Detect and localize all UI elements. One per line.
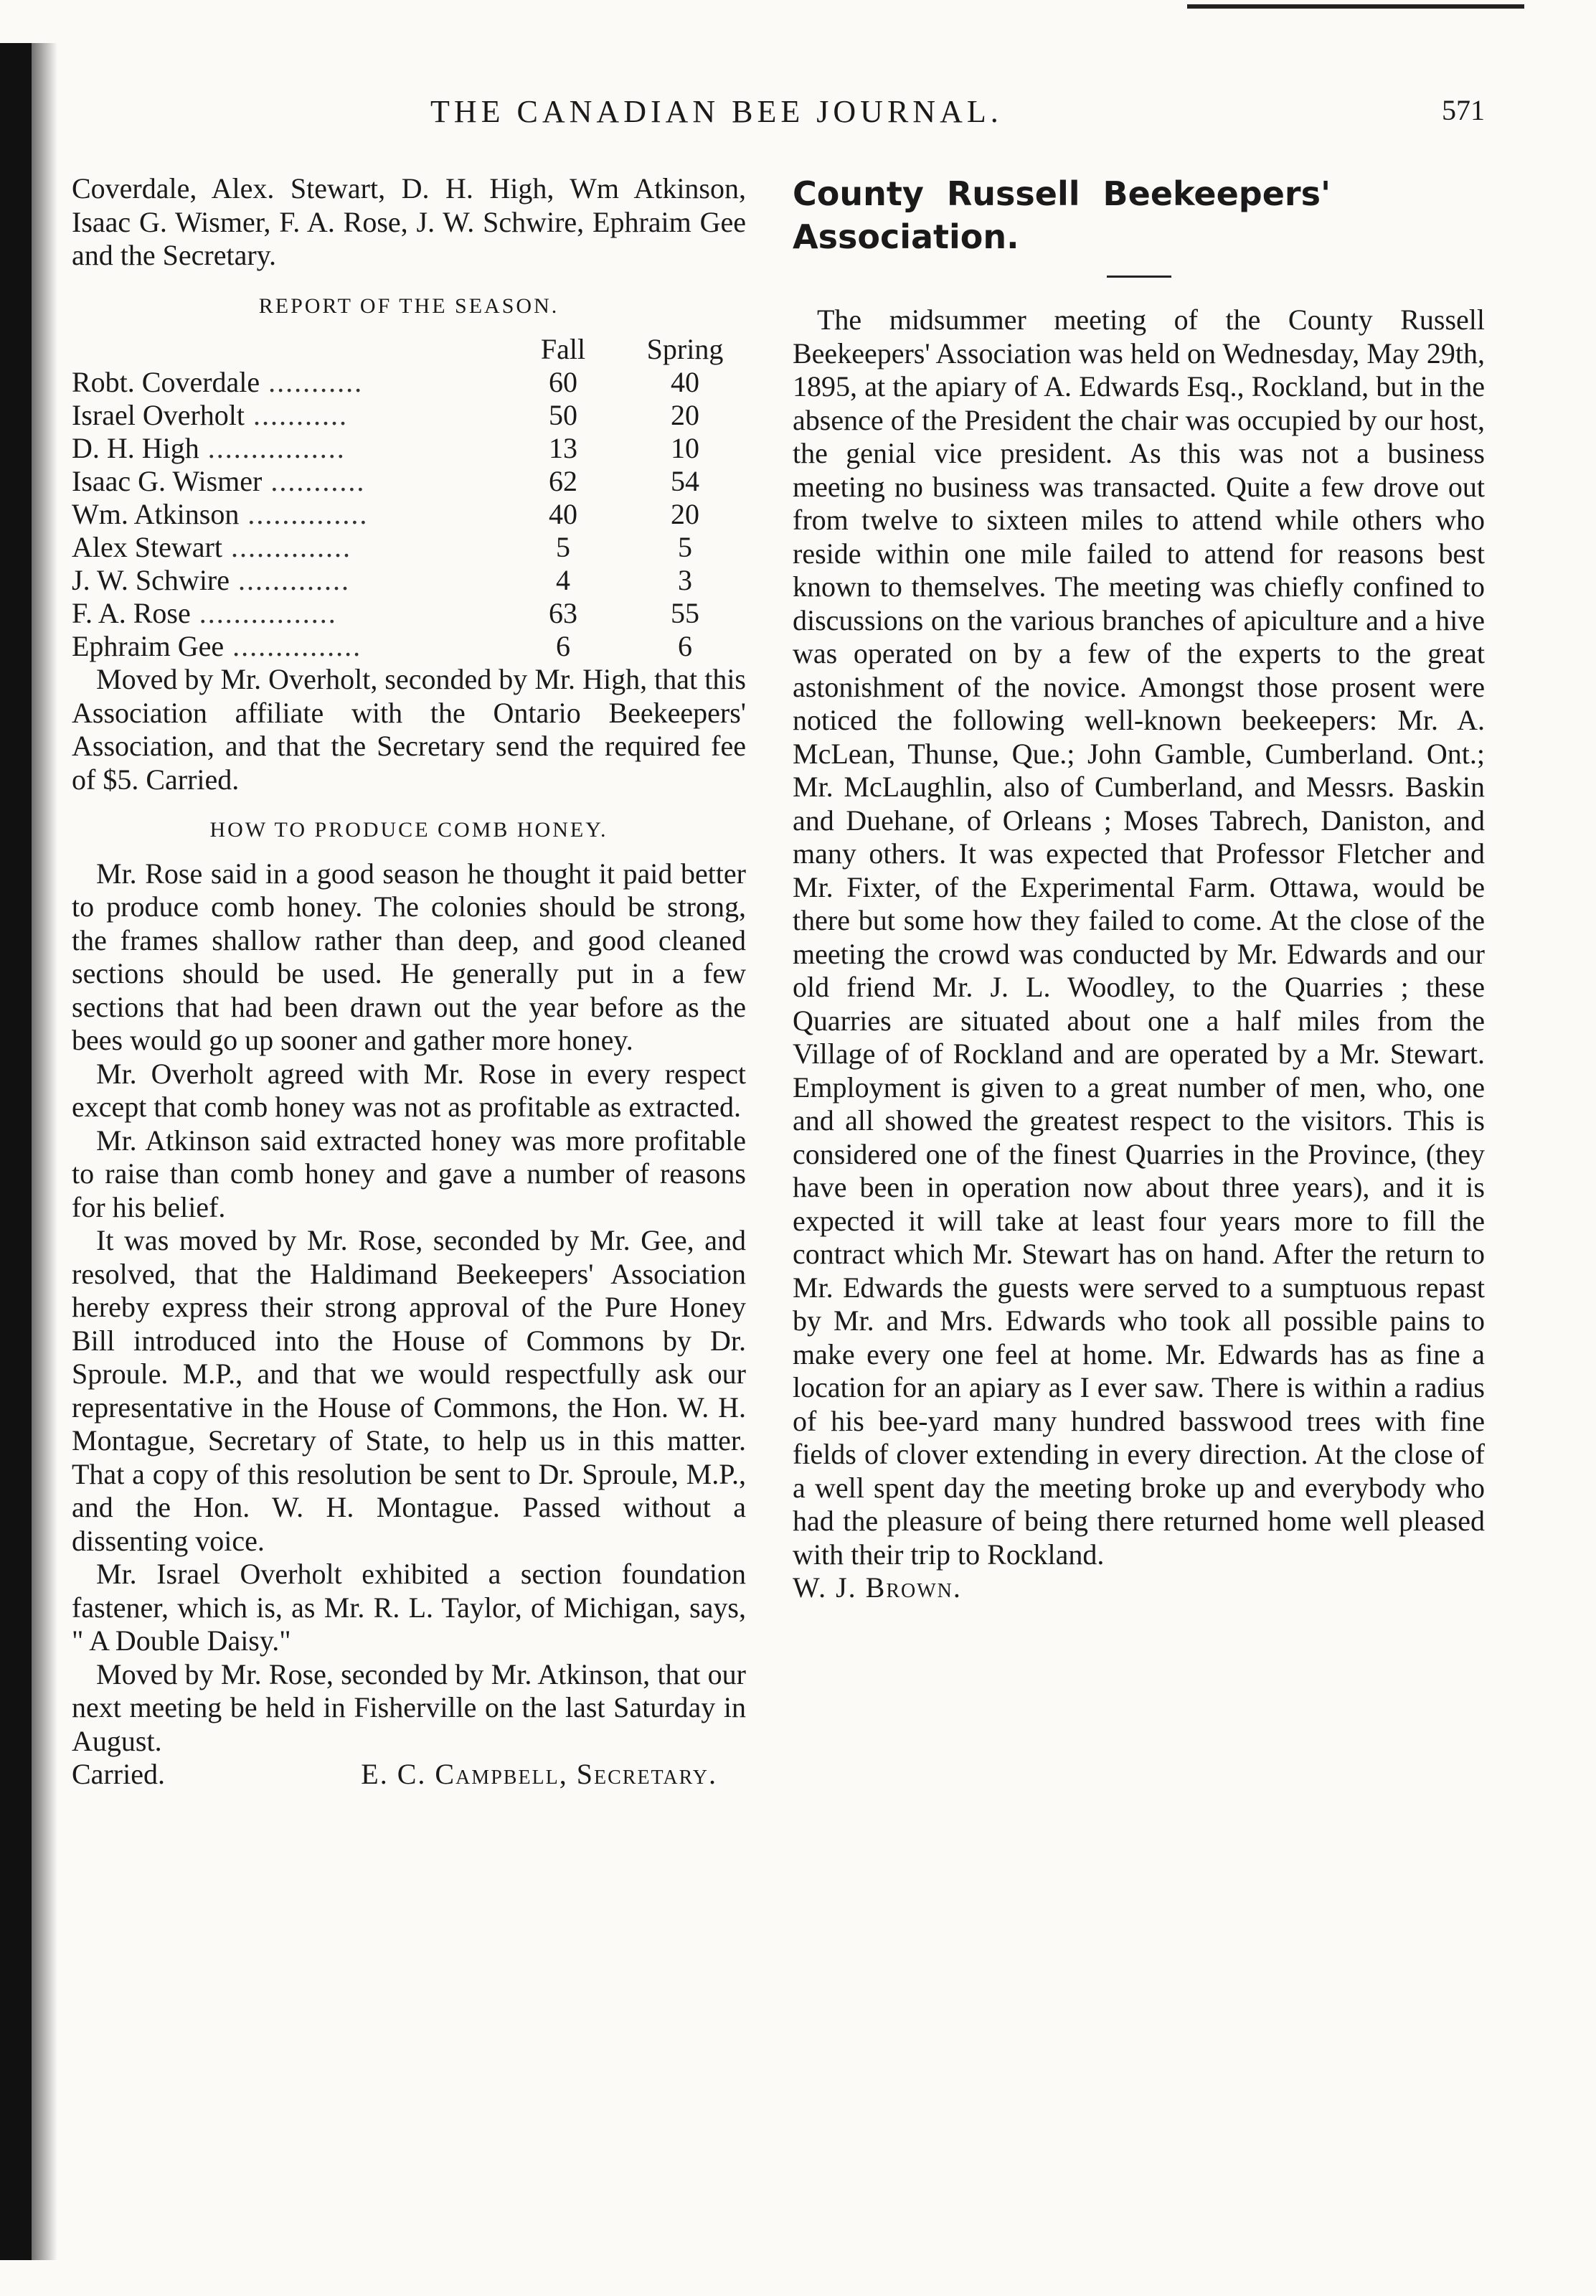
- spring-count: 55: [671, 597, 699, 629]
- table-row: [72, 432, 746, 465]
- beekeeper-name: Isaac G. Wismer: [72, 465, 263, 497]
- comb-honey-heading: HOW TO PRODUCE COMB HONEY.: [209, 818, 608, 842]
- secretary-signature: E. C. Campbell, Secretary.: [361, 1758, 717, 1790]
- beekeeper-name: Robt. Coverdale: [72, 366, 260, 398]
- fall-count: 4: [556, 564, 570, 596]
- secretary-signature-line: [72, 1758, 746, 1792]
- spring-count: 20: [671, 498, 699, 530]
- spring-count: 20: [671, 399, 699, 431]
- beekeeper-name: Alex Stewart: [72, 531, 222, 563]
- fall-count: 62: [549, 465, 577, 497]
- table-row: [72, 531, 746, 564]
- dot-leader: ................: [190, 597, 337, 629]
- dot-leader: ................: [199, 432, 346, 464]
- rose-paragraph: Mr. Rose said in a good season he thought it paid better to produce comb honey. The colonies should be strong, the frames shallow rather than deep, and good cleaned sections should be used. He generally put in a few sections that had been drawn out the year before as the bees would go up sooner and gather more honey.: [72, 857, 746, 1056]
- title-divider: [1107, 276, 1171, 278]
- page-header: [43, 93, 1485, 144]
- spring-count: 10: [671, 432, 699, 464]
- beekeeper-name: Wm. Atkinson: [72, 498, 240, 530]
- spring-count: 40: [671, 366, 699, 398]
- next-meeting-paragraph: Moved by Mr. Rose, seconded by Mr. Atkinson, that our next meeting be held in Fisherville on the last Saturday in August.: [72, 1657, 746, 1757]
- article-signature: W. J. Brown.: [793, 1571, 962, 1604]
- table-row: [72, 399, 746, 432]
- fastener-paragraph: Mr. Israel Overholt exhibited a section foundation fastener, which is, as Mr. R. L. Taylor, of Michigan, says, " A Double Daisy.": [72, 1558, 746, 1657]
- dot-leader: ...........: [245, 399, 349, 431]
- dot-leader: ...........: [262, 465, 366, 497]
- beekeeper-name: J. W. Schwire: [72, 564, 230, 596]
- fall-count: 60: [549, 366, 577, 398]
- affiliation-paragraph: Moved by Mr. Overholt, seconded by Mr. High, that this Association affiliate with the Ontario Beekeepers' Association, and that the Secretary send the required fee of $5. Carried.: [72, 663, 746, 796]
- table-row: [72, 564, 746, 597]
- binding-edge-fade: [32, 43, 57, 2260]
- report-header-row: [72, 333, 746, 366]
- season-report-table: [72, 333, 746, 663]
- fall-count: 13: [549, 432, 577, 464]
- dot-leader: ..............: [222, 531, 351, 563]
- report-heading: REPORT OF THE SEASON.: [258, 293, 559, 318]
- right-column: [793, 172, 1485, 1605]
- page-number: 571: [1442, 94, 1485, 126]
- fall-count: 40: [549, 498, 577, 530]
- atkinson-paragraph: Mr. Atkinson said extracted honey was more profitable to raise than comb honey and gave a number of reasons for his belief.: [72, 1124, 746, 1223]
- article-title-line2: Association.: [793, 217, 1019, 256]
- member-list-paragraph: Coverdale, Alex. Stewart, D. H. High, Wm Atkinson, Isaac G. Wismer, F. A. Rose, J. W. Schwire, Ephraim Gee and the Secretary.: [72, 172, 746, 271]
- fall-count: 50: [549, 399, 577, 431]
- beekeeper-name: Ephraim Gee: [72, 630, 225, 662]
- table-row: [72, 597, 746, 630]
- article-body: The midsummer meeting of the County Russell Beekeepers' Association was held on Wednesday, May 29th, 1895, at the apiary of A. Edwards Esq., Rockland, but in the absence of the President the chair was occupied by our host, the genial vice president. As this was not a business meeting no business was transacted. Quite a few drove out from twelve to sixteen miles to attend while others who reside within one mile failed to attend for reasons best known to themselves. The meeting was chiefly confined to discussions on the various branches of apiculture and a hive was operated on by a few of the experts to the great astonishment of the novice. Amongst those prosent were noticed the following well-known beekeepers: Mr. A. McLean, Thunse, Que.; John Gamble, Cumberland. Ont.; Mr. McLaughlin, also of Cumberland, and Messrs. Baskin and Duehane, of Orleans ; Moses Tabrech, Daniston, and many others. It was expected that Professor Fletcher and Mr. Fixter, of the Experimental Farm. Ottawa, would be there but some how they failed to come. At the close of the meeting the crowd was conducted by Mr. Edwards and our old friend Mr. J. L. Woodley, to the Quarries ; these Quarries are situated about one a half miles from the Village of of Rockland and are operated by a Mr. Stewart. Employment is given to a great number of men, who, one and all showed the greatest respect to the visitors. This is considered one of the finest Quarries in the Province, (they have been in operation now about three years), and it is expected it will take at least four years more to fill the contract which Mr. Stewart has on hand. After the return to Mr. Edwards the guests were served to a sumptuous repast by Mr. and Mrs. Edwards who took all possible pains to make every one feel at home. Mr. Edwards has as fine a location for an apiary as I ever saw. There is within a radius of his bee-yard many hundred basswood trees with fine fields of clover extending in every direction. At the close of a well spent day the meeting broke up and everybody who had the pleasure of being there returned home well pleased with their trip to Rockland.: [793, 304, 1485, 1571]
- table-row: [72, 465, 746, 498]
- journal-title: THE CANADIAN BEE JOURNAL.: [430, 94, 1003, 129]
- binding-edge-shadow: [0, 43, 32, 2260]
- spring-count: 54: [671, 465, 699, 497]
- fall-count: 6: [556, 630, 570, 662]
- left-column: [72, 172, 746, 1792]
- table-row: [72, 498, 746, 531]
- spring-count: 3: [678, 564, 692, 596]
- carried-text: Carried.: [72, 1758, 165, 1790]
- beekeeper-name: Israel Overholt: [72, 399, 245, 431]
- spring-count: 5: [678, 531, 692, 563]
- beekeeper-name: F. A. Rose: [72, 597, 191, 629]
- fall-count: 63: [549, 597, 577, 629]
- top-rule: [1187, 4, 1524, 9]
- dot-leader: ...............: [224, 630, 362, 662]
- fall-column-header: Fall: [540, 333, 586, 365]
- fall-count: 5: [556, 531, 570, 563]
- article-title-line1: County Russell Beekeepers': [793, 174, 1331, 213]
- overholt-paragraph: Mr. Overholt agreed with Mr. Rose in every respect except that comb honey was not as profitable as extracted.: [72, 1057, 746, 1123]
- dot-leader: ..............: [239, 498, 369, 530]
- table-row: [72, 630, 746, 663]
- beekeeper-name: D. H. High: [72, 432, 199, 464]
- table-row: [72, 366, 746, 399]
- spring-column-header: Spring: [646, 333, 724, 365]
- dot-leader: ...........: [260, 366, 364, 398]
- dot-leader: .............: [230, 564, 350, 596]
- spring-count: 6: [678, 630, 692, 662]
- resolution-paragraph: It was moved by Mr. Rose, seconded by Mr. Gee, and resolved, that the Haldimand Beekeepers' Association hereby express their strong approval of the Pure Honey Bill introduced into the House of Commons by Dr. Sproule. M.P., and that we would respectfully ask our representative in the House of Commons, the Hon. W. H. Montague, Secretary of State, to help us in this matter. That a copy of this resolution be sent to Dr. Sproule, M.P., and the Hon. W. H. Montague. Passed without a dissenting voice.: [72, 1224, 746, 1557]
